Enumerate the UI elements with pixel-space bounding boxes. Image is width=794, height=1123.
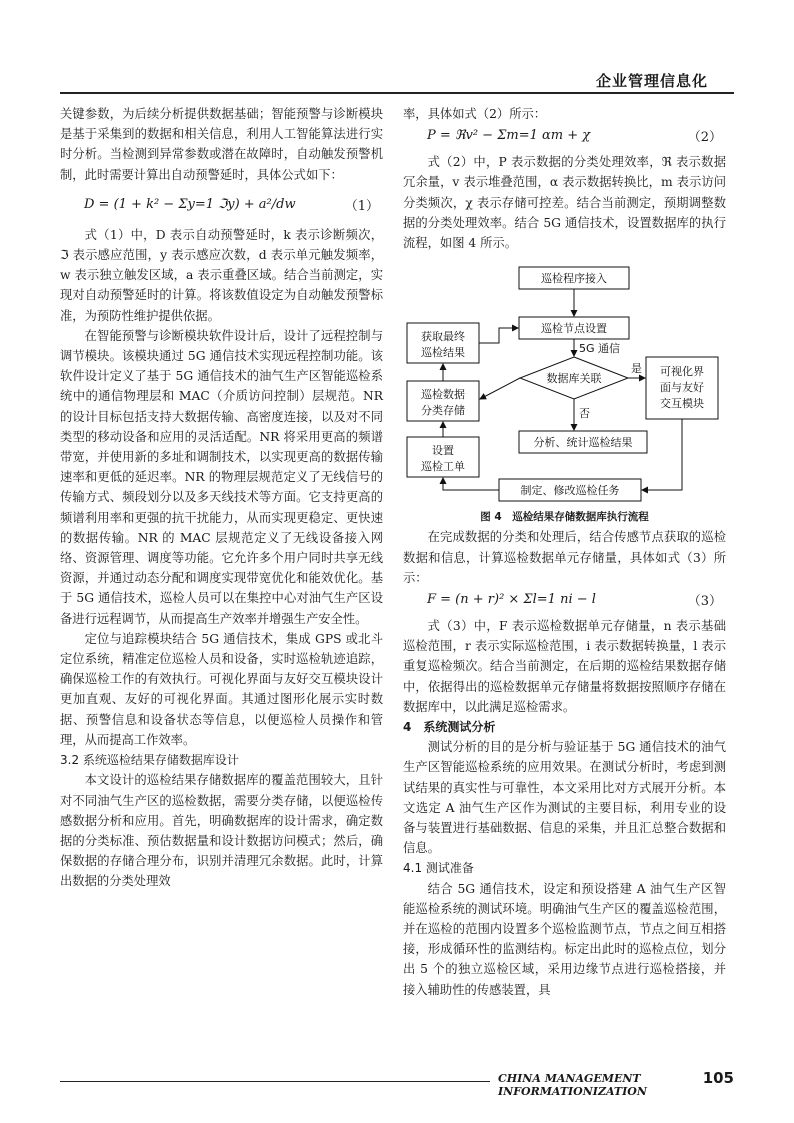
label-no: 否 <box>579 407 590 421</box>
equation-number: （2） <box>687 130 722 146</box>
header-rule <box>60 92 734 94</box>
start-label: 巡检程序接入 <box>541 272 607 286</box>
equation-3 <box>403 588 726 616</box>
paragraph: 在完成数据的分类和处理后，结合传感节点获取的巡检数据和信息，计算巡检数据单元存储量，具体如式（3）所示： <box>403 530 726 585</box>
paragraph: 定位与追踪模块结合 5G 通信技术，集成 GPS 或北斗定位系统，精准定位巡检人员和设备，实时巡检轨迹追踪，确保巡检工作的有效执行。可视化界面与友好交互模块设计更加直观、友好的可视化界面。其通过图形化展示实时数据、预警信息和设备状态等信息，以便巡检人员操作和管理，从而提高工作效率。 <box>60 631 383 747</box>
figure-caption: 图 4 巡检结果存储数据库执行流程 <box>480 511 649 524</box>
equation-1 <box>60 185 383 225</box>
paragraph: 在智能预警与诊断模块软件设计后，设计了远程控制与调节模块。该模块通过 5G 通信技术实现远程控制功能。该软件设计定义了基于 5G 通信技术的油气生产区智能巡检系统中的通信物理层和 MAC（介质访问控制）层规范。NR 的设计目标包括支持大数据传输、高密度连接，以及对不同类型的移动设备和应用的灵活适配。NR 将采用更高的频谱带宽，并使用新的多址和调制技术，以实现更高的数据传输速率和更低的延迟率。NR 的物理层规范定义了无线信号的传输方式、频段划分以及多天线技术等方面。它支持更高的频谱利用率和更强的抗干扰能力，从而实现更稳定、更快速的数据传输。NR 的 MAC 层规范定义了无线设备接入网络、资源管理、调度等功能。它允许多个用户同时共享无线资源，并通过动态分配和调度实现带宽优化和能效优化。基于 5G 通信技术，巡检人员可以在集控中心对油气生产区设备进行远程调节，从而提高生产效率并增强生产安全性。 <box>60 328 383 626</box>
equation-number: （1） <box>344 198 379 214</box>
store-label-2: 分类存储 <box>421 404 465 418</box>
journal-name: 企业管理信息化 <box>595 72 708 90</box>
equation-2 <box>403 124 726 152</box>
journal-english-name: CHINA MANAGEMENT INFORMATIONIZATION <box>498 1072 647 1098</box>
section-heading-3-2: 3.2 系统巡检结果存储数据库设计 <box>60 753 239 768</box>
page-header <box>60 68 734 92</box>
order-label-2: 巡检工单 <box>421 460 465 474</box>
task-label: 制定、修改巡检任务 <box>520 484 620 498</box>
flowchart-svg <box>403 259 726 505</box>
page-number: 105 <box>702 1069 734 1087</box>
get-label-2: 巡检结果 <box>421 346 465 360</box>
right-column <box>403 104 726 1000</box>
equation-formula: D = (1 + k² − Σy=1 ℑy) + a²/dw <box>84 196 296 212</box>
paragraph: 率，具体如式（2）所示： <box>403 107 547 121</box>
paragraph: 结合 5G 通信技术，设定和预设搭建 A 油气生产区智能巡检系统的测试环境。明确油气生产区的覆盖巡检范围，并在巡检的范围内设置多个巡检监测节点，节点之间互相搭接，形成循环性的监测结构。标定出此时的巡检点位，划分出 5 个的独立巡检区域，采用边缘节点进行巡检搭接，并接入辅助性的传感装置，具 <box>403 881 726 997</box>
footer-rule <box>60 1081 490 1082</box>
label-5g: 5G 通信 <box>579 342 621 356</box>
equation-formula: P = ℜv² − Σm=1 αm + χ <box>427 128 591 144</box>
node-setup-label: 巡检节点设置 <box>541 322 607 336</box>
paragraph: 关键参数，为后续分析提供数据基础；智能预警与诊断模块是基于采集到的数据和相关信息，利用人工智能算法进行实时分析。当检测到异常参数或潜在故障时，自动触发预警机制，此时需要计算出自动预警延时，具体公式如下： <box>60 107 383 182</box>
section-heading-4: 4 系统测试分析 <box>403 720 496 735</box>
visual-label-2: 面与友好 <box>660 381 704 395</box>
get-label-1: 获取最终 <box>421 330 465 344</box>
arrow-decision-store <box>480 378 520 399</box>
visual-label-3: 交互模块 <box>660 397 704 411</box>
page-footer <box>60 1069 734 1098</box>
analyze-label: 分析、统计巡检结果 <box>533 436 633 450</box>
left-column <box>60 104 383 892</box>
equation-formula: F = (n + r)² × Σl=1 ni − l <box>427 592 596 608</box>
decision-label: 数据库关联 <box>546 372 602 386</box>
store-label-1: 巡检数据 <box>421 388 465 402</box>
paragraph: 本文设计的巡检结果存储数据库的覆盖范围较大，且针对不同油气生产区的巡检数据，需要分类存储，以便巡检传感数据分析和应用。首先，明确数据库的设计需求，确定数据的分类标准、预估数据量和设计数据访问模式；然后，确保数据的存储合理分布，识别并清理冗余数据。此时，计算出数据的分类处理效 <box>60 773 383 889</box>
arrow-get-node <box>479 328 518 343</box>
arrow-task-order <box>443 478 499 490</box>
paragraph: 测试分析的目的是分析与验证基于 5G 通信技术的油气生产区智能巡检系统的应用效果。在测试分析时，考虑到测试结果的真实性与可靠性，本文采用比对方式展开分析。本文选定 A 油气生产区作为测试的主要目标，利用专业的设备与装置进行基础数据、信息的采集，并且汇总整合数据和信息。 <box>403 740 726 856</box>
figure-4-flowchart <box>403 259 726 505</box>
equation-number: （3） <box>687 594 722 610</box>
section-heading-4-1: 4.1 测试准备 <box>403 861 474 876</box>
label-yes: 是 <box>631 362 642 376</box>
paragraph: 式（2）中，P 表示数据的分类处理效率，ℜ 表示数据冗余量，v 表示堆叠范围，α 表示数据转换比，m 表示访问分类频次，χ 表示存储可控差。结合当前测定，预期调整数据的分类处理效率。结合 5G 通信技术，设置数据库的执行流程，如图 4 所示。 <box>403 155 726 251</box>
visual-label-1: 可视化界 <box>660 365 704 379</box>
paragraph: 式（3）中，F 表示巡检数据单元存储量，n 表示基础巡检范围，r 表示实际巡检范围，i 表示数据转换量，l 表示重复巡检频次。结合当前测定，在后期的巡检结果数据存储中，依据得出的巡检数据单元存储量将数据按照顺序存储在数据库中，以此满足巡检需求。 <box>403 619 726 714</box>
arrow-visual-task <box>642 419 682 490</box>
paragraph: 式（1）中，D 表示自动预警延时，k 表示诊断频次，ℑ 表示感应范围，y 表示感应次数，d 表示单元触发频率，w 表示独立触发区域，a 表示重叠区域。结合当前测定，实现对自动预警延时的计算。将该数值设定为自动触发预警标准，为预防性维护提供依据。 <box>60 227 383 323</box>
order-label-1: 设置 <box>432 444 454 458</box>
